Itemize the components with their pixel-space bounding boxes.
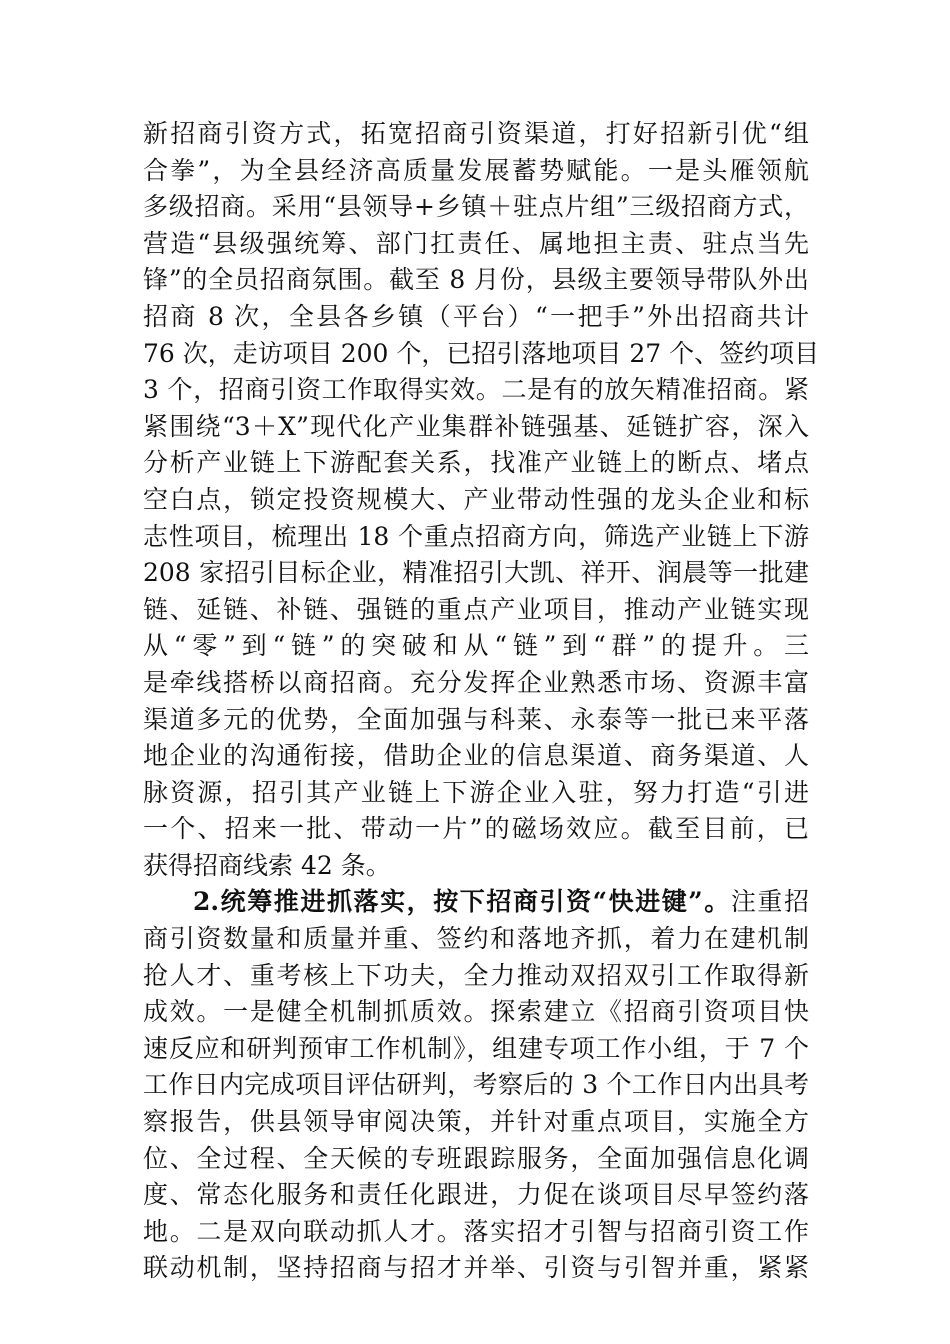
text-line: 工作日内完成项目评估研判，考察后的 3 个工作日内出具考 <box>143 1070 809 1100</box>
text-line: 成效。一是健全机制抓质效。探索建立《招商引资项目快 <box>143 997 809 1027</box>
text-line: 一个、招来一批、带动一片”的磁场效应。截至目前，已 <box>143 814 809 844</box>
text-line: 3 个，招商引资工作取得实效。二是有的放矢精准招商。紧 <box>143 375 809 405</box>
text-line: 渠道多元的优势，全面加强与科莱、永泰等一批已来平落 <box>143 704 809 734</box>
text-line: 地。二是双向联动抓人才。落实招才引智与招商引资工作 <box>143 1216 809 1246</box>
text-line: 锋”的全员招商氛围。截至 8 月份，县级主要领导带队外出 <box>143 265 809 295</box>
paragraph-heading-line <box>143 884 809 921</box>
text-line: 合拳”，为全县经济高质量发展蓄势赋能。一是头雁领航 <box>143 155 809 185</box>
text-line: 察报告，供县领导审阅决策，并针对重点项目，实施全方 <box>143 1107 809 1137</box>
text-line: 商引资数量和质量并重、签约和落地齐抓，着力在建机制 <box>143 924 809 954</box>
text-line: 位、全过程、全天候的专班跟踪服务，全面加强信息化调 <box>143 1143 809 1173</box>
text-line: 速反应和研判预审工作机制》，组建专项工作小组，于 7 个 <box>143 1033 809 1063</box>
text-line: 从“零”到“链”的突破和从“链”到“群”的提升。三 <box>143 631 809 661</box>
text-line: 新招商引资方式，拓宽招商引资渠道，打好招新引优“组 <box>143 119 809 148</box>
text-line: 是牵线搭桥以商招商。充分发挥企业熟悉市场、资源丰富 <box>143 667 809 697</box>
section-heading: 2.统筹推进抓落实，按下招商引资“快进键”。 <box>193 887 731 917</box>
paragraph-1 <box>143 116 820 884</box>
text-line: 联动机制，坚持招商与招才并举、引资与引智并重，紧紧 <box>143 1253 809 1283</box>
text-line: 志性项目，梳理出 18 个重点招商方向，筛选产业链上下游 <box>143 521 809 551</box>
text-line: 地企业的沟通衔接，借助企业的信息渠道、商务渠道、人 <box>143 741 809 771</box>
text-line: 紧围绕“3＋X”现代化产业集群补链强基、延链扩容，深入 <box>143 411 809 441</box>
text-line: 营造“县级强统筹、部门扛责任、属地担主责、驻点当先 <box>143 228 809 258</box>
paragraph-2 <box>143 884 809 1287</box>
text-line: 空白点，锁定投资规模大、产业带动性强的龙头企业和标 <box>143 484 809 514</box>
text-line: 招商 8 次，全县各乡镇（平台）“一把手”外出招商共计 <box>143 301 809 331</box>
text-line: 多级招商。采用“县领导+乡镇＋驻点片组”三级招商方式， <box>143 192 809 222</box>
text-line: 抢人才、重考核上下功夫，全力推动双招双引工作取得新 <box>143 960 809 990</box>
text-line: 链、延链、补链、强链的重点产业项目，推动产业链实现 <box>143 594 809 624</box>
text-line: 76 次，走访项目 200 个，已招引落地项目 27 个、签约项目 <box>143 338 820 368</box>
document-body <box>143 116 820 1287</box>
text-line: 分析产业链上下游配套关系，找准产业链上的断点、堵点 <box>143 448 809 478</box>
heading-line-rest: 注重招 <box>730 887 809 917</box>
text-line: 脉资源，招引其产业链上下游企业入驻，努力打造“引进 <box>143 777 809 807</box>
text-line: 获得招商线索 42 条。 <box>143 850 391 880</box>
text-line: 208 家招引目标企业，精准招引大凯、祥开、润晨等一批建 <box>143 558 809 588</box>
text-line: 度、常态化服务和责任化跟进，力促在谈项目尽早签约落 <box>143 1180 809 1210</box>
